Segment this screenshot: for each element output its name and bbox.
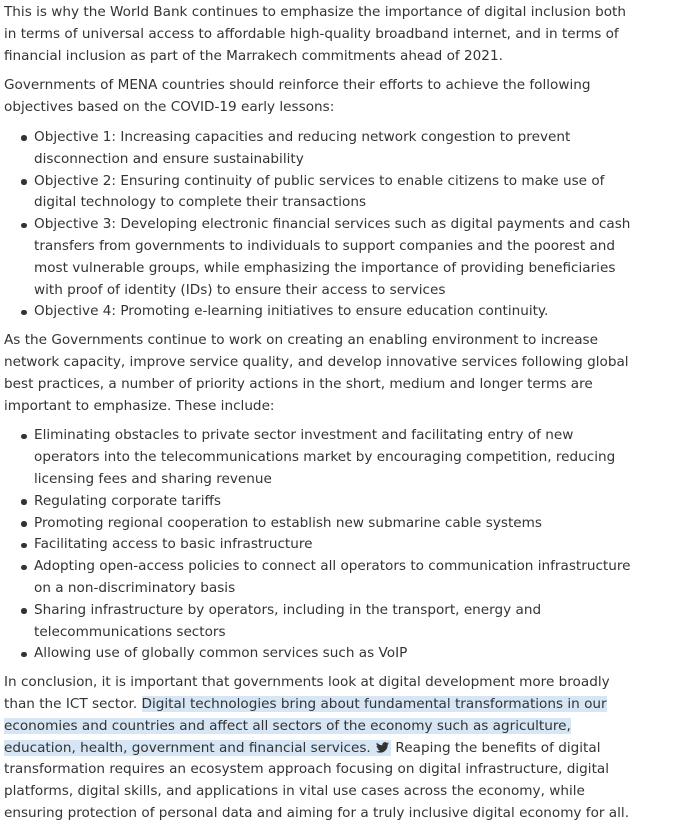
paragraph-digital-inclusion: This is why the World Bank continues to emphasize the importance of digital inclusion both in terms of universal access to affordable high-quality broadband internet, and in terms of financial inclusion as part of the Marrakech commitments ahead of 2021. bbox=[4, 4, 626, 64]
conclusion-text-start: In conclusion, it is important that governments look at digital development more broadly than the ICT sector. bbox=[4, 674, 610, 712]
priority-actions-list bbox=[4, 425, 640, 665]
conclusion-text-end: Reaping the benefits of digital transformation requires an ecosystem approach focusing on digital infrastructure, digital platforms, digital skills, and applications in vital use cases across the economy, while ensuring protection of personal data and aiming for a truly inclusive digital economy for all. bbox=[4, 739, 630, 821]
list-item: Sharing infrastructure by operators, including in the transport, energy and telecommunications sectors bbox=[34, 600, 640, 644]
list-item: Adopting open-access policies to connect all operators to communication infrastructure on a non-discriminatory basis bbox=[34, 556, 640, 600]
list-item: Objective 1: Increasing capacities and reducing network congestion to prevent disconnection and ensure sustainability bbox=[34, 127, 640, 171]
paragraph-conclusion bbox=[4, 672, 640, 825]
tweetable-quote-text[interactable]: Digital technologies bring about fundamental transformations in our economies and countries and affect all sectors of the economy such as agriculture, education, health, government and financial services. bbox=[4, 695, 607, 756]
list-item: Promoting regional cooperation to establish new submarine cable systems bbox=[34, 513, 640, 535]
paragraph-priority-actions-intro: As the Governments continue to work on creating an enabling environment to increase network capacity, improve service quality, and develop innovative services following global best practices, a number of priority actions in the short, medium and longer terms are important to emphasize. These include: bbox=[4, 332, 629, 414]
objectives-list bbox=[4, 127, 640, 323]
list-item: Regulating corporate tariffs bbox=[34, 491, 640, 513]
twitter-bird-icon[interactable] bbox=[376, 742, 389, 753]
paragraph-objectives-intro: Governments of MENA countries should reinforce their efforts to achieve the following objectives based on the COVID-19 early lessons: bbox=[4, 77, 591, 116]
list-item: Objective 3: Developing electronic financial services such as digital payments and cash transfers from governments to individuals to support companies and the poorest and most vulnerable groups, while emphasizing the importance of providing beneficiaries with proof of identity (IDs) to ensure their access to services bbox=[34, 214, 640, 301]
list-item: Objective 2: Ensuring continuity of public services to enable citizens to make use of digital technology to complete their transactions bbox=[34, 171, 640, 215]
list-item: Eliminating obstacles to private sector investment and facilitating entry of new operators into the telecommunications market by encouraging competition, reducing licensing fees and sharing revenue bbox=[34, 425, 640, 490]
list-item: Allowing use of globally common services such as VoIP bbox=[34, 643, 640, 665]
list-item: Facilitating access to basic infrastructure bbox=[34, 534, 640, 556]
list-item: Objective 4: Promoting e-learning initiatives to ensure education continuity. bbox=[34, 301, 640, 323]
